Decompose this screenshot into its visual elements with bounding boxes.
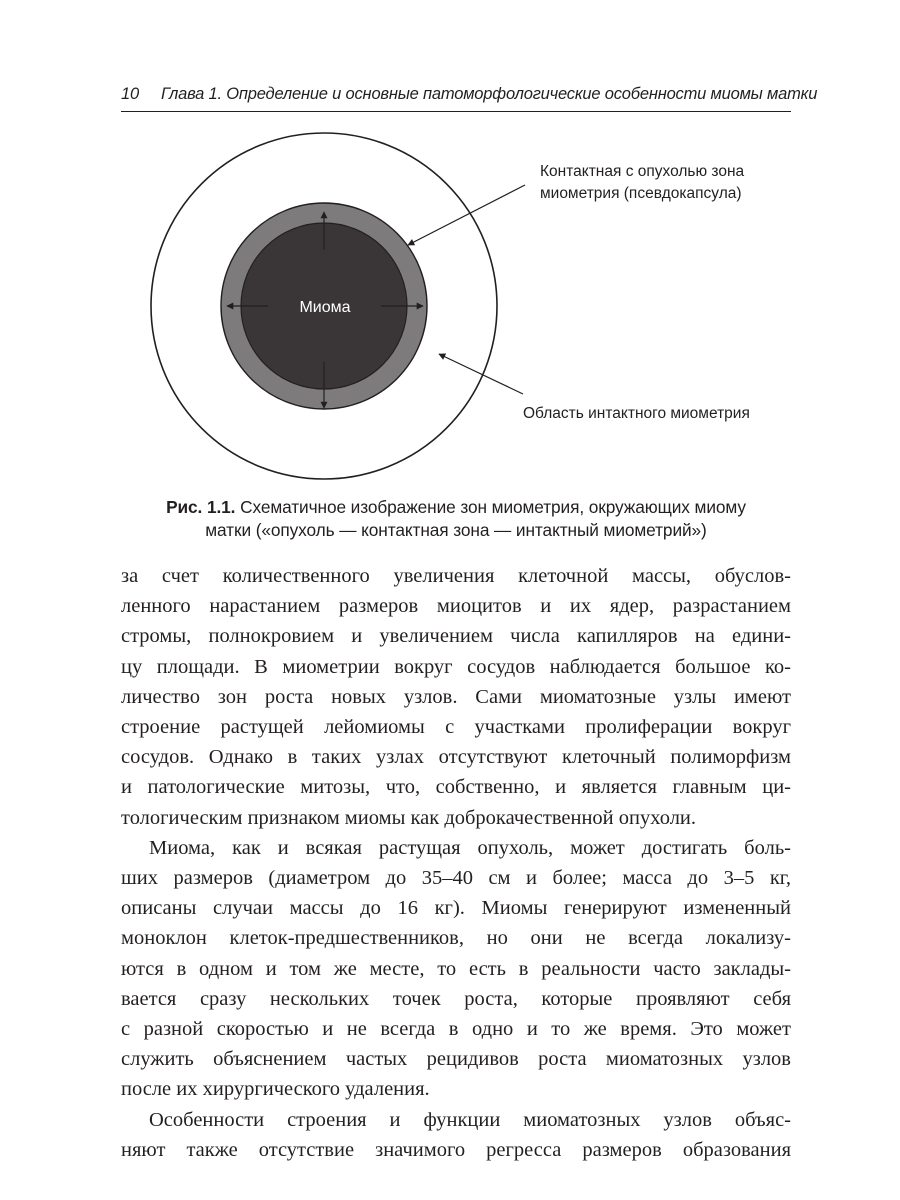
paragraph-3 (121, 1105, 791, 1165)
text-line: ших размеров (диаметром до 35–40 см и более; масса до 3–5 кг, (121, 867, 791, 890)
page-number: 10 (121, 85, 139, 103)
paragraph-2 (121, 833, 791, 1105)
text-line: личество зон роста новых узлов. Сами миоматозные узлы имеют (121, 685, 791, 708)
text-line: Особенности строения и функции миоматозных узлов объяс- (149, 1108, 791, 1131)
text-line: моноклон клеток-предшественников, но они не всегда локализу- (121, 927, 791, 950)
text-line: и патологические митозы, что, собственно, и является главным ци- (121, 776, 791, 799)
text-line: за счет количественного увеличения клеточной массы, обуслов- (121, 565, 791, 587)
myoma-label: Миома (299, 299, 351, 316)
text-line: строение растущей лейомиомы с участками пролиферации вокруг (121, 716, 791, 739)
text-line: стромы, полнокровием и увеличением числа капилляров на едини- (121, 625, 791, 648)
running-head (121, 80, 818, 108)
text-line: после их хирургического удаления. (121, 1078, 430, 1101)
chapter-title: Глава 1. Определение и основные патоморфологические особенности миомы матки (160, 85, 818, 103)
text-line: сосудов. Однако в таких узлах отсутствуют клеточный полиморфизм (121, 746, 791, 769)
text-line: вается сразу нескольких точек роста, которые проявляют себя (121, 987, 791, 1010)
header-rule (121, 111, 791, 112)
text-line: няют также отсутствие значимого регресса размеров образования (121, 1138, 791, 1161)
zones-diagram (121, 118, 791, 488)
text-line: с разной скоростью и не всегда в одно и то же время. Это может (121, 1018, 791, 1041)
text-line: служить объяснением частых рецидивов роста миоматозных узлов (121, 1048, 791, 1071)
text-line: ленного нарастанием размеров миоцитов и их ядер, разрастанием (121, 595, 791, 618)
text-line: Миома, как и всякая растущая опухоль, может достигать боль- (149, 836, 791, 859)
body-text (121, 561, 791, 1165)
text-line: тологическим признаком миомы как доброкачественной опухоли. (121, 806, 697, 829)
figure-myometrium-zones (121, 118, 791, 488)
paragraph-1 (121, 561, 791, 833)
pseudocapsule-label-line2: миометрия (псевдокапсула) (540, 185, 742, 202)
caption-line-1: Схематичное изображение зон миометрия, окружающих миому (240, 497, 746, 517)
text-line: ются в одном и том же месте, то есть в реальности часто заклады- (121, 957, 791, 980)
intact-myometrium-label: Область интактного миометрия (523, 405, 750, 422)
caption-line-2: матки («опухоль — контактная зона — интактный миометрий») (205, 520, 707, 540)
caption-label: Рис. 1.1. (166, 497, 236, 517)
pseudocapsule-label-line1: Контактная с опухолью зона (540, 163, 745, 180)
text-line: цу площади. В миометрии вокруг сосудов наблюдается большое ко- (121, 655, 791, 678)
text-line: описаны случаи массы до 16 кг). Миомы генерируют измененный (121, 897, 791, 920)
figure-caption (121, 496, 791, 542)
